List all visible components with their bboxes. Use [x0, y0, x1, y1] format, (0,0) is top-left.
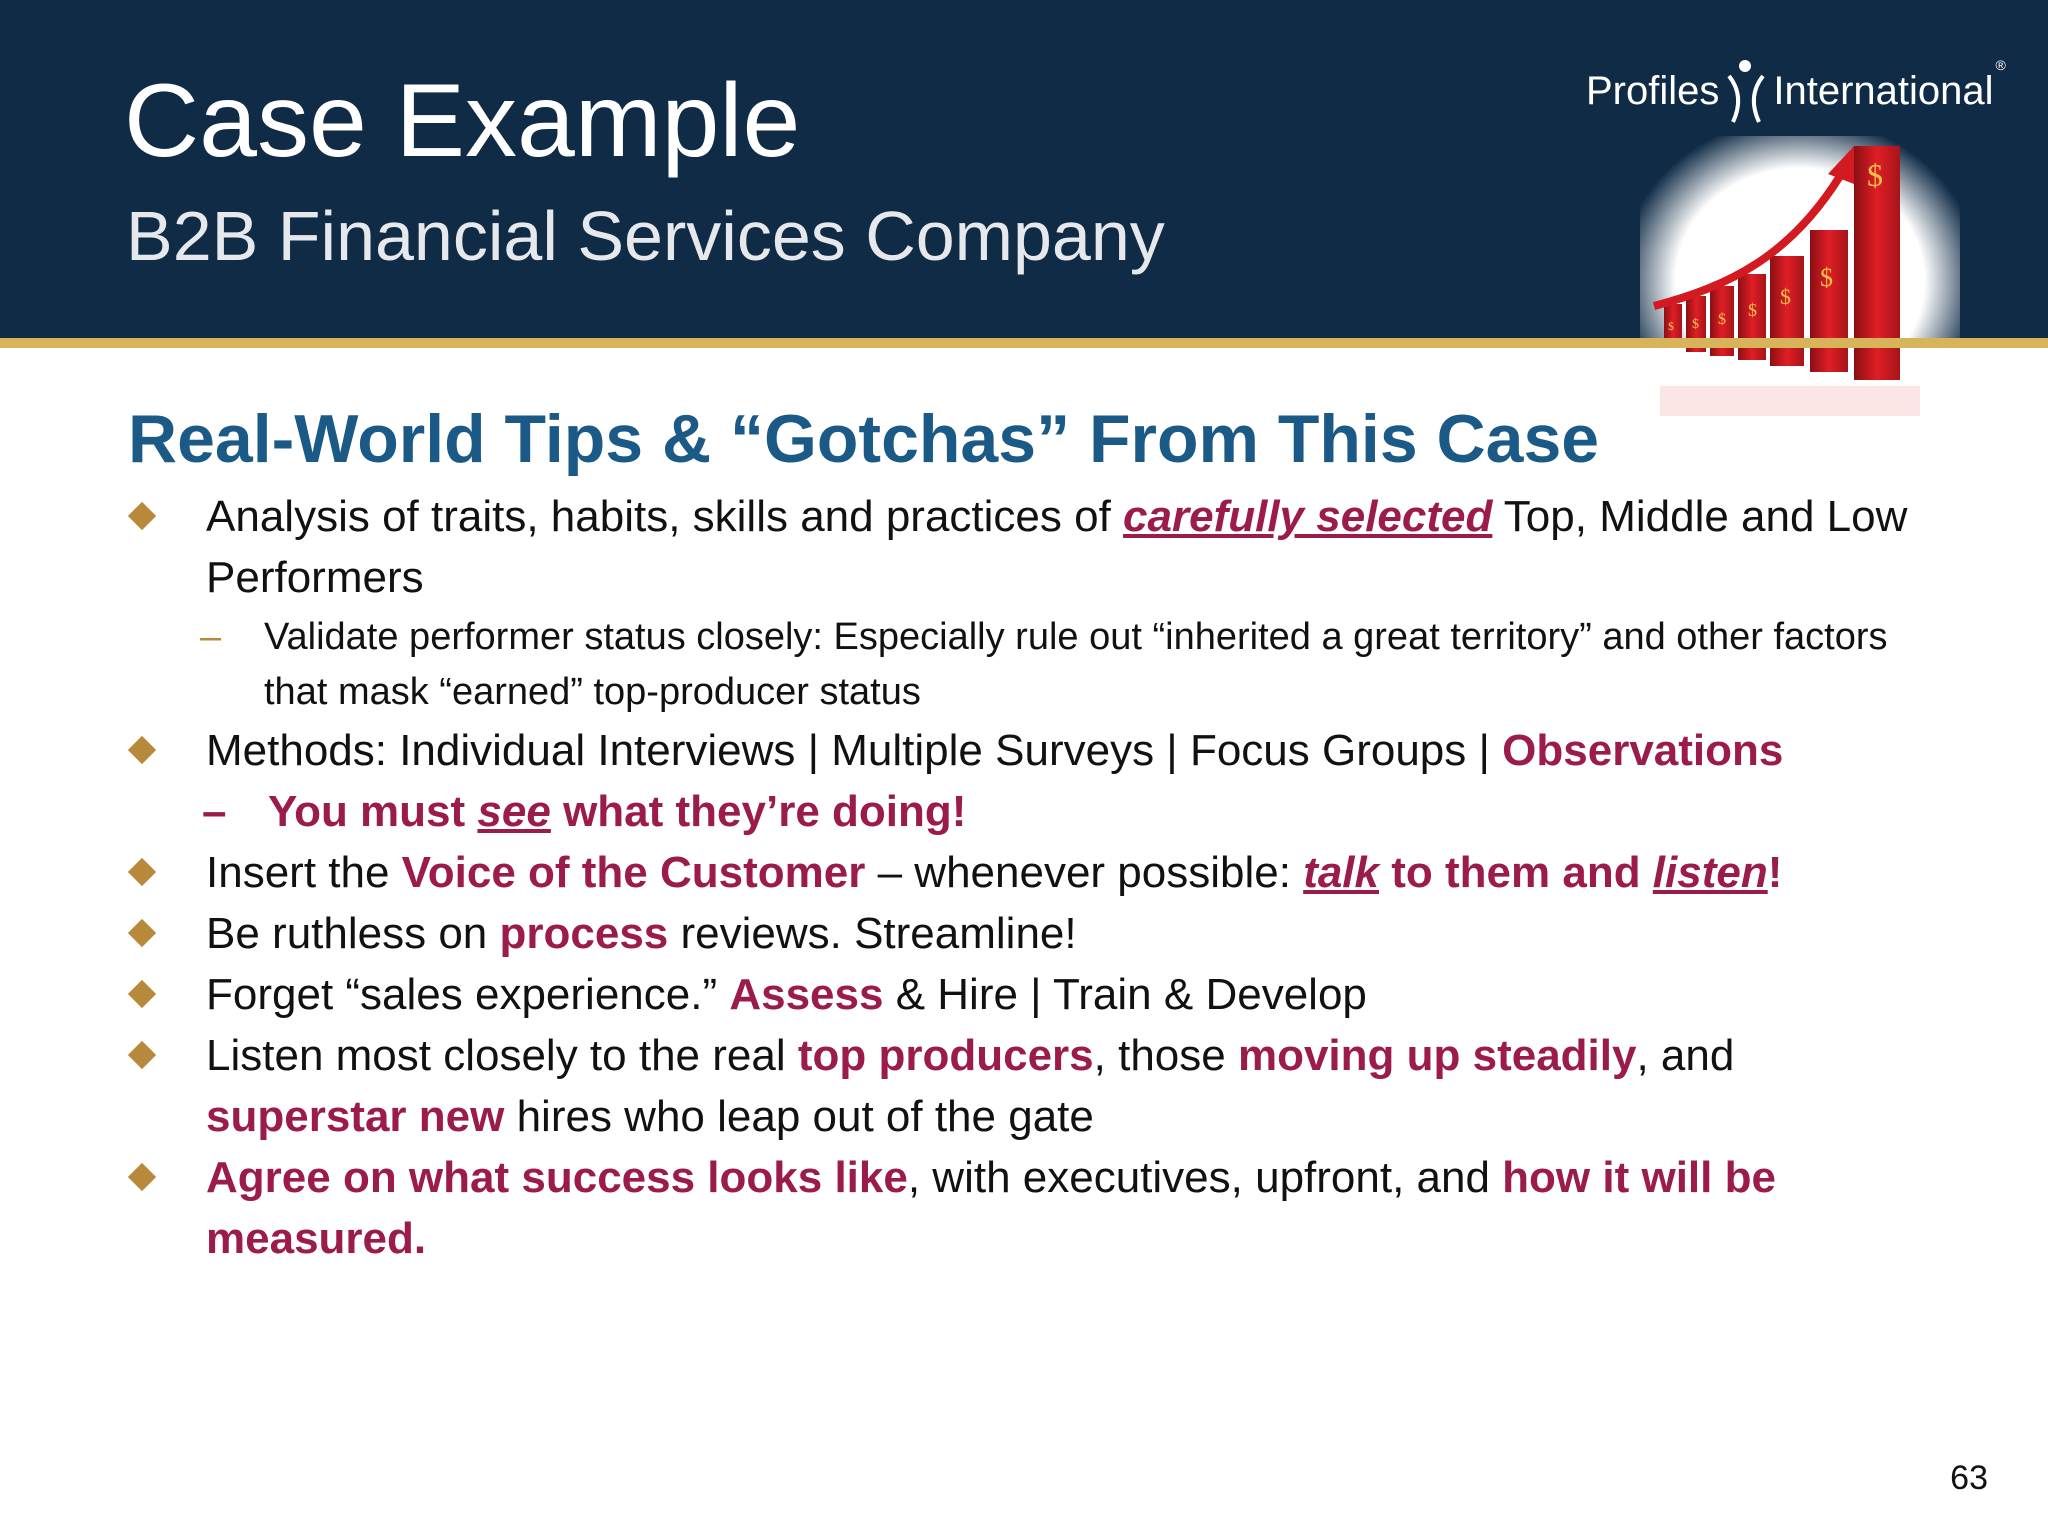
- logo-figure-icon: [1723, 56, 1769, 126]
- bullet-emphasis: Voice of the Customer: [401, 848, 866, 897]
- bullet-text: Methods: Individual Interviews | Multiple Surveys | Focus Groups |: [206, 726, 1503, 775]
- bullet-emphasis: moving up steadily: [1237, 1031, 1637, 1080]
- svg-text:$: $: [1748, 300, 1757, 320]
- bullet-text: , and: [1636, 1031, 1735, 1080]
- bullet-text: & Hire | Train & Develop: [883, 970, 1367, 1019]
- bullet-text: Be ruthless on: [206, 909, 500, 958]
- bullet-emphasis: talk: [1303, 848, 1380, 897]
- list-item: [128, 903, 1928, 964]
- bullet-text: hires who leap out of the gate: [504, 1092, 1094, 1141]
- bullet-text: , those: [1093, 1031, 1238, 1080]
- bullet-emphasis: !: [1767, 848, 1783, 897]
- svg-text:$: $: [1718, 311, 1726, 328]
- bullet-emphasis: Agree on what success looks like: [206, 1153, 908, 1202]
- bullet-emphasis: process: [499, 909, 669, 958]
- svg-text:$: $: [1780, 284, 1791, 309]
- slide-title: Case Example: [124, 63, 801, 179]
- profiles-international-logo: [1586, 56, 2006, 126]
- bullet-text: Insert the: [206, 848, 402, 897]
- bullet-emphasis: Observations: [1502, 726, 1784, 775]
- gold-divider: [0, 338, 2048, 348]
- bullet-text: reviews. Streamline!: [668, 909, 1077, 958]
- logo-text-right: International: [1773, 68, 1994, 113]
- diamond-bullet-icon: [128, 858, 156, 886]
- bullet-emphasis: to them and: [1379, 848, 1653, 897]
- bullet-emphasis: carefully selected: [1123, 492, 1493, 541]
- sub-bullet-text: Validate performer status closely: Especially rule out “inherited a great territory” and other factors that mask “earned” top-producer status: [264, 616, 1888, 713]
- sub-list-item: [128, 781, 1928, 842]
- registered-mark: ®: [1995, 57, 2006, 73]
- page-number: 63: [1950, 1459, 1988, 1497]
- list-item: [128, 964, 1928, 1025]
- bullet-emphasis: listen: [1652, 848, 1768, 897]
- sub-list-item: [128, 610, 1928, 720]
- tips-list: [128, 486, 1928, 1269]
- list-item: [128, 842, 1928, 903]
- dash-bullet-icon: –: [202, 787, 227, 836]
- bullet-emphasis: Assess: [729, 970, 884, 1019]
- svg-text:$: $: [1820, 263, 1833, 292]
- slide-subtitle: B2B Financial Services Company: [126, 197, 1165, 275]
- section-title: Real-World Tips & “Gotchas” From This Case: [128, 401, 1600, 477]
- bullet-text: Listen most closely to the real: [206, 1031, 798, 1080]
- svg-text:$: $: [1867, 157, 1883, 193]
- diamond-bullet-icon: [128, 736, 156, 764]
- diamond-bullet-icon: [128, 502, 156, 530]
- sub-bullet-emphasis: see: [477, 787, 551, 836]
- rising-bar-chart-icon: [1640, 136, 1960, 426]
- list-item: [128, 486, 1928, 608]
- bullet-text: Forget “sales experience.”: [206, 970, 730, 1019]
- bullet-emphasis: top producers: [797, 1031, 1094, 1080]
- diamond-bullet-icon: [128, 980, 156, 1008]
- logo-text-left: Profiles: [1586, 68, 1720, 113]
- diamond-bullet-icon: [128, 919, 156, 947]
- dash-bullet-icon: –: [200, 616, 222, 658]
- list-item: [128, 1025, 1928, 1147]
- svg-text:$: $: [1692, 317, 1699, 332]
- sub-bullet-text: what they’re doing!: [550, 787, 967, 836]
- bullet-text: Top, Middle and Low Performers: [206, 492, 1908, 602]
- chart-illustration: [1640, 136, 1960, 426]
- bullet-text: Analysis of traits, habits, skills and practices of: [206, 492, 1124, 541]
- list-item: [128, 720, 1928, 781]
- list-item: [128, 1147, 1928, 1269]
- diamond-bullet-icon: [128, 1041, 156, 1069]
- bullet-emphasis: superstar new: [206, 1092, 505, 1141]
- diamond-bullet-icon: [128, 1163, 156, 1191]
- bullet-text: – whenever possible:: [865, 848, 1304, 897]
- sub-bullet-text: You must: [268, 787, 478, 836]
- bullet-text: , with executives, upfront, and: [907, 1153, 1503, 1202]
- svg-text:$: $: [1668, 319, 1674, 333]
- bullet-emphasis: how it will be measured.: [206, 1153, 1776, 1263]
